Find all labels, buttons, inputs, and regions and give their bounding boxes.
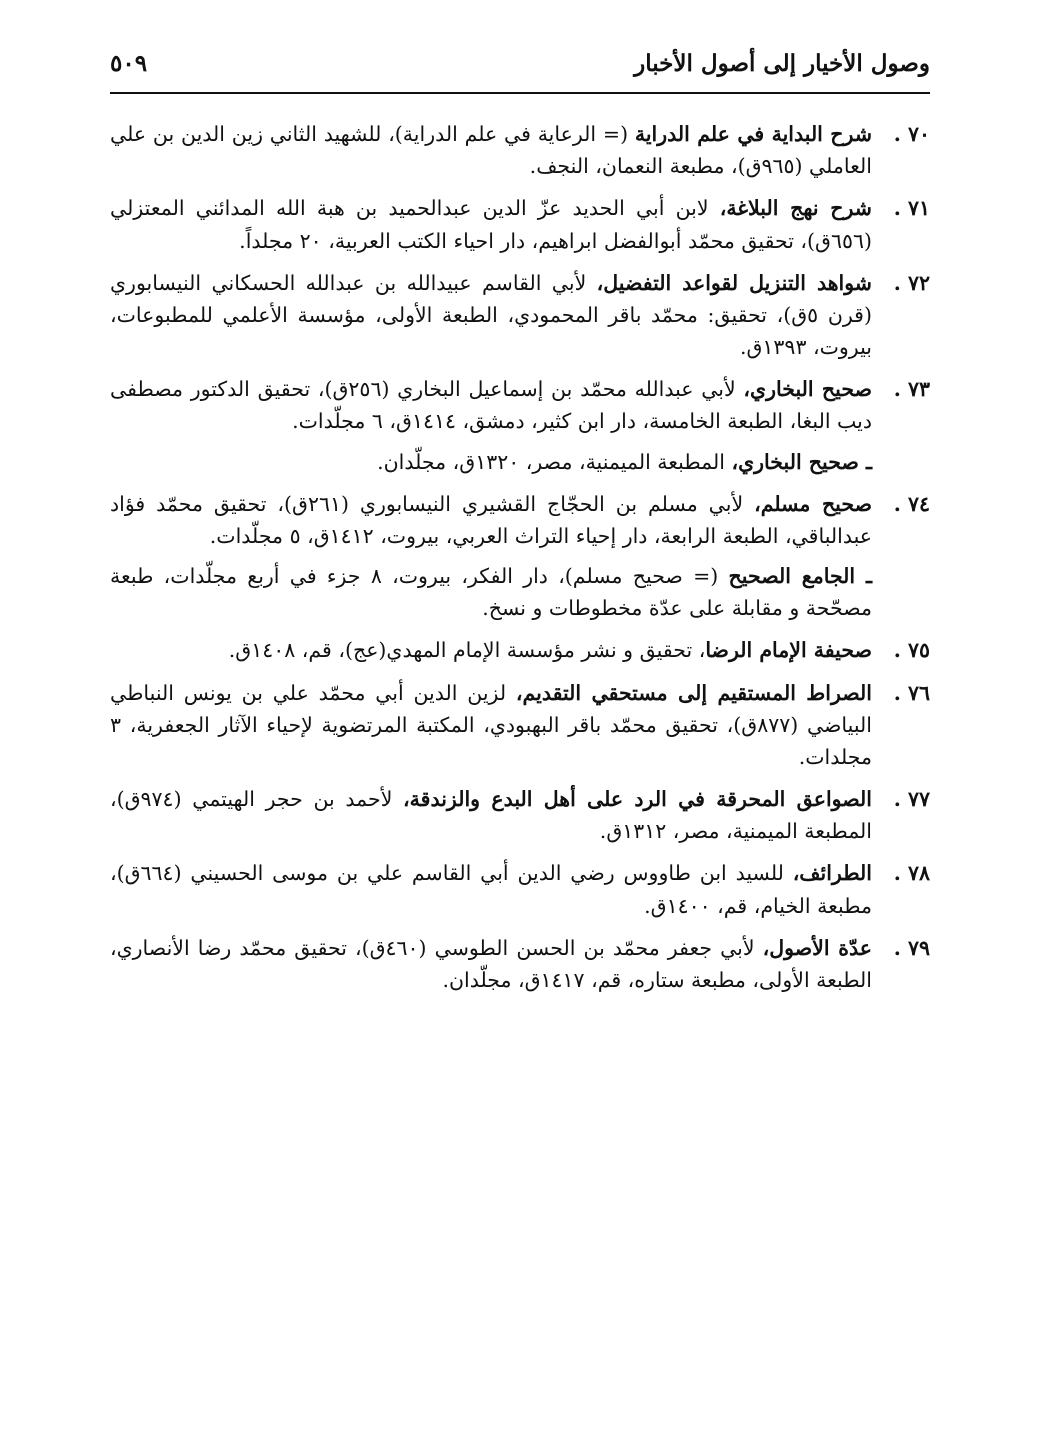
entry-text [110,783,872,847]
entry-text [110,118,872,182]
entry-details: لأبي عبدالله محمّد بن إسماعيل البخاري (٢٥٦ق)، تحقيق الدكتور مصطفى ديب البغا، الطبعة الخامسة، دار ابن كثير، دمشق، ١٤١٤ق، ٦ مجلّدات. [110,377,872,434]
bibliography-entry-70 [110,118,930,182]
bibliography-entry-74 [110,488,930,625]
entry-title: الطرائف، [792,861,872,886]
entry-details: للسيد ابن طاووس رضي الدين أبي القاسم علي بن موسى الحسيني (٦٦٤ق)، مطبعة الخيام، قم، ١٤٠٠ق. [110,861,872,918]
entry-number: ٧٨ . [893,861,930,886]
entry-sub-edition [110,560,872,624]
entry-sub-details: (= صحيح مسلم)، دار الفكر، بيروت، ٨ جزء في أربع مجلّدات، طبعة مصحّحة و مقابلة على عدّة مخطوطات و نسخ. [110,564,872,621]
bibliography-list [110,118,930,1006]
entry-text [110,192,872,256]
bibliography-entry-75 [110,634,930,666]
entry-title: صحيح البخاري، [743,377,872,402]
entry-title: الصواعق المحرقة في الرد على أهل البدع والزندقة، [403,787,872,812]
entry-text [110,932,872,996]
entry-number: ٧٦ . [893,680,930,705]
bibliography-entry-71 [110,192,930,256]
entry-number: ٧٤ . [893,491,930,516]
entry-title: عدّة الأصول، [762,935,873,960]
running-header [110,46,930,90]
entry-number: ٧٩ . [893,935,930,960]
entry-details: لزين الدين أبي محمّد علي بن يونس النباطي البياضي (٨٧٧ق)، تحقيق محمّد باقر البهبودي، المكتبة المرتضوية لإحياء الآثار الجعفرية، ٣ مجلدات. [110,680,872,769]
entry-number: ٧٥ . [893,638,930,663]
entry-title: شواهد التنزيل لقواعد التفضيل، [596,270,872,295]
entry-number: ٧٢ . [893,270,930,295]
entry-details: لأبي مسلم بن الحجّاج القشيري النيسابوري (٢٦١ق)، تحقيق محمّد فؤاد عبدالباقي، الطبعة الرابعة، دار إحياء التراث العربي، بيروت، ١٤١٢ق، ٥ مجلّدات. [110,491,872,548]
entry-details: لأبي جعفر محمّد بن الحسن الطوسي (٤٦٠ق)، تحقيق محمّد رضا الأنصاري، الطبعة الأولى، مطبعة ستاره، قم، ١٤١٧ق، مجلّدان. [110,935,872,992]
bibliography-entry-78 [110,857,930,921]
entry-sub-details: المطبعة الميمنية، مصر، ١٣٢٠ق، مجلّدان. [377,449,732,474]
entry-number: ٧٣ . [893,377,930,402]
entry-title: شرح البداية في علم الدراية [634,122,872,146]
page-number: ٥٠٩ [110,50,148,77]
entry-number: ٧٠ . [893,122,930,146]
entry-sub-title: ـ الجامع الصحيح [728,564,873,589]
bibliography-entry-72 [110,267,930,364]
entry-number: ٧١ . [893,196,930,221]
entry-text [110,857,872,921]
entry-details: ، تحقيق و نشر مؤسسة الإمام المهدي(عج)، قم، ١٤٠٨ق. [228,638,706,663]
entry-details: (= الرعاية في علم الدراية)، للشهيد الثاني زين الدين بن علي العاملي (٩٦٥ق)، مطبعة النعمان، النجف. [110,122,872,179]
entry-text [110,677,872,774]
bibliography-entry-73 [110,373,930,478]
bibliography-entry-77 [110,783,930,847]
entry-text [110,267,872,364]
entry-details: لابن أبي الحديد عزّ الدين عبدالحميد بن هبة الله المدائني المعتزلي (٦٥٦ق)، تحقيق محمّد أبوالفضل ابراهيم، دار احياء الكتب العربية، ٢٠ مجلداً. [110,196,872,253]
entry-text [110,373,872,437]
entry-sub-title: ـ صحيح البخاري، [731,449,872,474]
entry-title: الصراط المستقيم إلى مستحقي التقديم، [515,680,872,705]
entry-text [110,488,872,552]
entry-details: لأبي القاسم عبيدالله بن عبدالله الحسكاني النيسابوري (قرن ٥ق)، تحقيق: محمّد باقر المحمودي، الطبعة الأولى، مؤسسة الأعلمي للمطبوعات، بيروت، ١٣٩٣ق. [110,270,872,360]
entry-title: صحيفة الإمام الرضا [705,638,872,663]
entry-sub-edition [110,446,872,478]
entry-title: شرح نهج البلاغة، [719,196,872,221]
running-title: وصول الأخيار إلى أصول الأخبار [634,50,930,77]
entry-number: ٧٧ . [893,787,930,812]
entry-text [110,634,872,666]
header-rule [110,92,930,94]
entry-title: صحيح مسلم، [754,491,872,516]
bibliography-entry-76 [110,677,930,774]
entry-details: لأحمد بن حجر الهيتمي (٩٧٤ق)، المطبعة الميمنية، مصر، ١٣١٢ق. [110,787,872,844]
bibliography-entry-79 [110,932,930,996]
